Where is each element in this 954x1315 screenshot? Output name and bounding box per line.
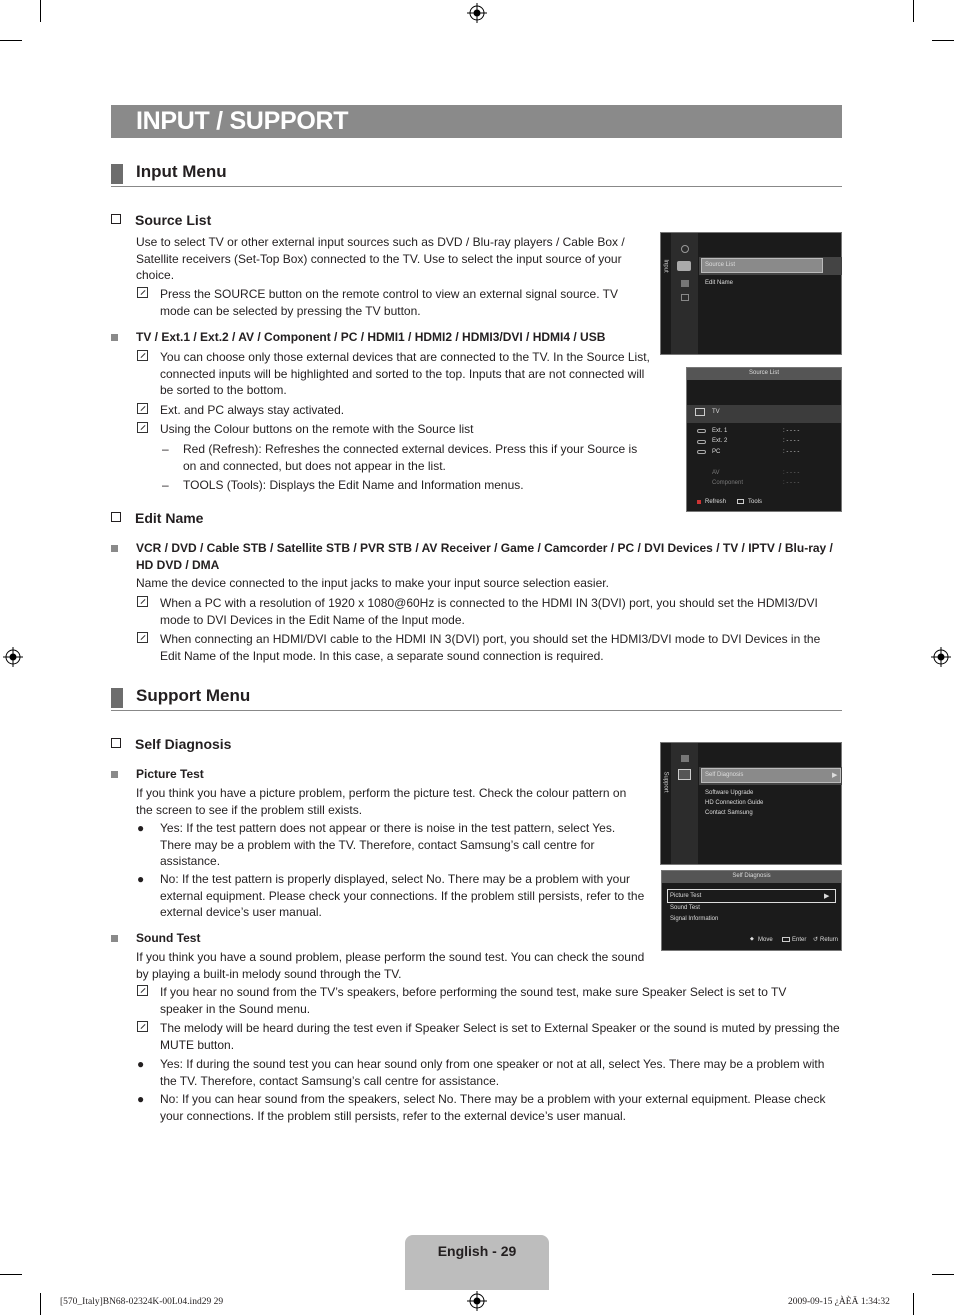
source-row-value: : - - - - [783,449,800,455]
support-menu-screen [660,742,842,865]
dash-bullet: – [162,478,169,492]
picture-test-heading: Picture Test [111,766,204,783]
crop-mark [932,40,954,41]
crop-mark [913,1293,914,1315]
source-row-name[interactable]: PC [712,449,721,455]
note-icon [137,1021,148,1032]
refresh-button[interactable]: Refresh [705,499,727,505]
bullet-icon: ● [137,872,145,886]
section-title: Support Menu [136,686,251,705]
source-row-name[interactable]: Component [712,480,744,486]
source-list-note-1: Press the SOURCE button on the remote control to view an external signal source. TV mode can be selected by pressing the TV button. [160,287,619,318]
registration-mark-icon [3,647,23,667]
move-icon: ◆ [750,936,754,942]
app-icon [681,755,689,762]
screen-title: Source List [748,370,779,376]
picture-test-yes: Yes: If the test pattern does not appear or there is noise in the test pattern, select Yes. There may be a problem with the TV. Therefore, contact Samsung’s call centre for assistance. [160,821,616,869]
sound-test-note-2: The melody will be heard during the test even if Speaker Select is set to External Speaker or the sound is muted by pressing the MUTE button. [160,1021,840,1052]
print-slug-right: 2009-09-15 ¿ÀÈÄ 1:34:32 [788,1297,890,1307]
page-number: English - 29 [437,1243,517,1259]
screen-item-label[interactable]: HD Connection Guide [705,800,764,806]
source-list-note-2: You can choose only those external devices that are connected to the TV. In the Source List, connected inputs will be highlighted and sorted to the top. Inputs that are not connected will be sorted to the bottom. [160,350,650,398]
note-icon [137,287,148,298]
page-title-bar [111,105,842,138]
note-icon [137,985,148,996]
source-list-options: TV / Ext.1 / Ext.2 / AV / Component / PC / HDMI1 / HDMI2 / HDMI3/DVI / HDMI4 / USB [111,329,641,346]
screen-side-label: Input [662,259,669,273]
source-row-value: : - - - - [783,470,800,476]
page-title: INPUT / SUPPORT [136,107,349,135]
source-list-note-4: Using the Colour buttons on the remote with the Source list [160,422,474,436]
source-row-name[interactable]: Ext. 1 [712,428,728,434]
arrow-right-icon: ▶ [824,893,830,900]
screen-item-label[interactable]: Software Upgrade [705,790,754,796]
crop-mark [40,0,41,22]
source-list-screen [686,367,842,512]
dash-bullet: – [162,442,169,456]
sound-test-heading: Sound Test [111,930,200,947]
crop-mark [0,40,22,41]
source-list-note-3: Ext. and PC always stay activated. [160,403,345,417]
source-list-dash-1: Red (Refresh): Refreshes the connected external devices. Press this if your Source is on and connected, but does not appear in the list. [183,442,638,473]
self-diagnosis-heading: Self Diagnosis [111,736,231,752]
source-list-dash-2: TOOLS (Tools): Displays the Edit Name and Information menus. [183,478,524,492]
note-icon [137,422,148,433]
support-icon [678,769,691,780]
crop-mark [40,1293,41,1315]
sound-test-desc: If you think you have a sound problem, please perform the sound test. You can check the sound by playing a built-in melody sound through the TV. [136,950,645,981]
red-button-icon [697,500,701,504]
input-icon [677,261,691,271]
picture-test-no: No: If the test pattern is properly displayed, select No. There may be a problem with your external equipment. Please check your connections. If the problem still persists, refer to the external device’s user manual. [160,872,645,920]
source-row-tv[interactable]: TV [712,409,720,415]
screen-item-label: Self Diagnosis [705,772,744,778]
picture-test-desc: If you think you have a picture problem, perform the picture test. Check the colour pattern on the screen to see if the problem still exists. [136,786,627,817]
screen-item-label[interactable]: Contact Samsung [705,810,753,816]
sound-test-note-1: If you hear no sound from the TV’s speakers, before performing the sound test, make sure Speaker Select is set to TV speaker in the Sound menu. [160,985,787,1016]
note-icon [137,596,148,607]
edit-name-desc: Name the device connected to the input jacks to make your input source selection easier. [136,576,609,590]
gear-icon [681,245,689,253]
return-icon: ↺ [813,937,819,943]
self-diagnosis-screen [661,870,842,951]
registration-mark-icon [467,1291,487,1311]
source-row-value: : - - - - [783,428,800,434]
screen-item-label[interactable]: Signal Information [670,916,719,922]
source-row-name[interactable]: Ext. 2 [712,438,728,444]
bullet-icon: ● [137,821,145,835]
crop-mark [913,0,914,22]
input-menu-screen [660,232,842,355]
edit-name-options: VCR / DVD / Cable STB / Satellite STB / PVR STB / AV Receiver / Game / Camcorder / PC / DVI Devices / TV / IPTV / Blu-ray / HD DVD / DMA [111,540,842,573]
edit-name-note-1: When a PC with a resolution of 1920 x 1080@60Hz is connected to the HDMI IN 3(DVI) port, you should set the HDMI3/DVI mode to DVI Devices in the Edit Name of the Input mode. [160,596,818,627]
note-icon [137,403,148,414]
page-number-tab [405,1235,549,1290]
registration-mark-icon [931,647,951,667]
source-list-desc: Use to select TV or other external input sources such as DVD / Blu-ray players / Cable Box / Satellite receivers (Set-Top Box) connected to the TV. Use to select the input source of your choice. [136,235,625,283]
arrow-right-icon: ▶ [832,772,838,779]
screen-side-label: Support [662,771,669,793]
note-icon [137,632,148,643]
screen-item-label[interactable]: Edit Name [705,280,734,286]
screen-item-label[interactable]: Sound Test [670,905,700,911]
bullet-icon: ● [137,1092,145,1106]
enter-button[interactable]: Enter [792,937,807,943]
crop-mark [932,1274,954,1275]
edit-name-heading: Edit Name [111,510,203,526]
tools-button[interactable]: Tools [748,499,763,505]
bullet-icon: ● [137,1057,145,1071]
screen-item-label: Picture Test [670,893,702,899]
note-icon [137,350,148,361]
screen-item-label: Source List [705,262,736,268]
input-menu-heading [111,162,842,187]
sound-test-yes: Yes: If during the sound test you can hear sound only from one speaker or not at all, select Yes. There may be a problem with the TV. Therefore, contact Samsung’s call centre for assistance. [160,1057,825,1088]
source-row-name[interactable]: AV [712,470,720,476]
edit-name-note-2: When connecting an HDMI/DVI cable to the HDMI IN 3(DVI) port, you should set the HDMI3/DVI mode to DVI Devices in the Edit Name of the Input mode. In this case, a separate sound connection is required. [160,632,821,663]
app-icon [681,280,689,287]
source-row-value: : - - - - [783,480,800,486]
support-menu-heading [111,686,842,711]
crop-mark [0,1274,22,1275]
sound-test-no: No: If you can hear sound from the speakers, select No. There may be a problem with your external equipment. Please check your connections. If the problem still persists, refer to the external device’s user manual. [160,1092,826,1123]
return-button[interactable]: Return [820,937,839,943]
screen-title: Self Diagnosis [732,873,771,879]
support-icon [681,294,689,301]
tools-icon [737,499,744,504]
section-title: Input Menu [136,162,227,181]
registration-mark-icon [467,3,487,23]
enter-icon [782,937,790,942]
print-slug-left: [570_Italy]BN68-02324K-00L04.ind29 29 [60,1297,224,1307]
source-list-heading: Source List [111,212,211,228]
tv-icon [695,408,705,416]
source-row-value: : - - - - [783,438,800,444]
move-button[interactable]: Move [758,937,773,943]
